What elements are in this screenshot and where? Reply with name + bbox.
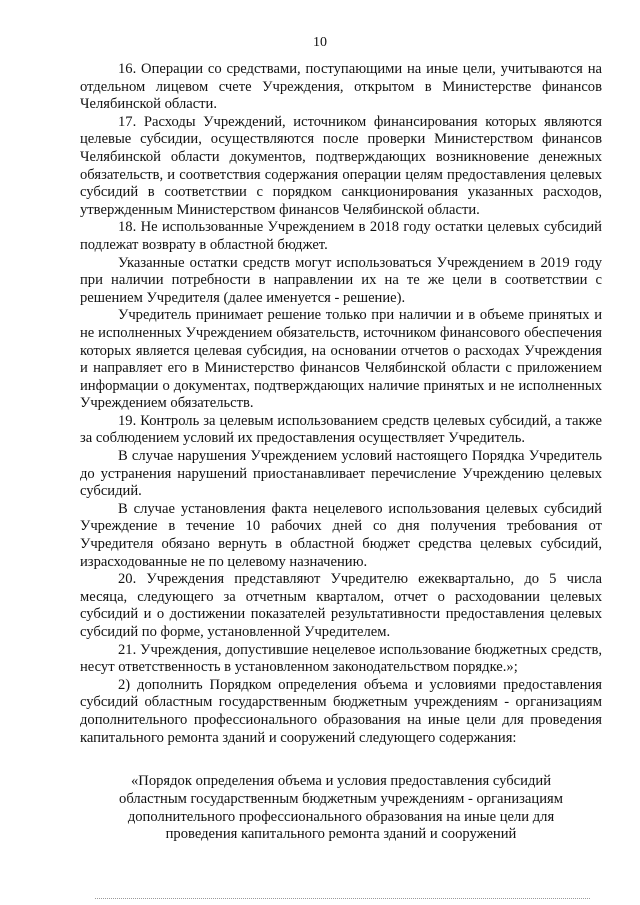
paragraph-founder-decision: Учредитель принимает решение только при наличии и в объеме принятых и не исполненных Учреждением обязательств, источником финансового обеспечения которых является целевая субсидия, на основании отчетов о расходах Учреждения и направляет его в Министерство финансов Челябинской области с приложением информации о документах, подтверждающих наличие принятых и не исполненных Учреждением обязательств. (80, 307, 602, 412)
heading-line: областным государственным бюджетным учреждениям - организациям (119, 790, 563, 807)
section-heading (80, 773, 602, 844)
paragraph-18: 18. Не использованные Учреждением в 2018 году остатки целевых субсидий подлежат возврату в областной бюджет. (80, 219, 602, 253)
page-number: 10 (313, 35, 327, 50)
heading-line: дополнительного профессионального образования на иные цели для (127, 808, 555, 825)
scan-edge-rule (95, 898, 590, 899)
paragraph-misuse-return: В случае установления факта нецелевого использования целевых субсидий Учреждение в течение 10 рабочих дней со дня получения требования от Учредителя обязано вернуть в областной бюджет средства целевых субсидий, израсходованные не по целевому назначению. (80, 500, 602, 570)
paragraph-20: 20. Учреждения представляют Учредителю ежеквартально, до 5 числа месяца, следующего за отчетным кварталом, отчет о расходовании целевых субсидий и о достижении показателей результативности предоставления целевых субсидий по форме, установленной Учредителем. (80, 571, 602, 640)
paragraph-remaining-balances: Указанные остатки средств могут использоваться Учреждением в 2019 году при наличии потребности в направлении их на те же цели в соответствии с решением Учредителя (далее именуется - решение). (80, 254, 602, 306)
paragraph-amendment-2: 2) дополнить Порядком определения объема и условиями предоставления субсидий областным государственным бюджетным учреждениям - организациям дополнительного профессионального образования на иные цели для проведения капитального ремонта зданий и сооружений следующего содержания: (80, 676, 602, 746)
heading-line: проведения капитального ремонта зданий и сооружений (165, 826, 517, 843)
body-text (80, 61, 602, 747)
heading-line: «Порядок определения объема и условия предоставления субсидий (130, 773, 552, 789)
paragraph-violation-suspension: В случае нарушения Учреждением условий настоящего Порядка Учредитель до устранения нарушений приостанавливает перечисление Учреждению целевых субсидий. (80, 448, 602, 500)
paragraph-17: 17. Расходы Учреждений, источником финансирования которых являются целевые субсидии, осуществляются после проверки Министерством финансов Челябинской области документов, подтверждающих возникновение денежных обязательств, и соответствия содержания операции целям предоставления целевых субсидий в соответствии с порядком санкционирования указанных расходов, утвержденным Министерством финансов Челябинской области. (80, 113, 602, 218)
paragraph-19: 19. Контроль за целевым использованием средств целевых субсидий, а также за соблюдением условий их предоставления осуществляет Учредитель. (80, 412, 602, 447)
paragraph-21: 21. Учреждения, допустившие нецелевое использование бюджетных средств, несут ответственность в установленном законодательством порядке.»; (80, 641, 602, 676)
paragraph-16: 16. Операции со средствами, поступающими на иные цели, учитываются на отдельном лицевом счете Учреждения, открытом в Министерстве финансов Челябинской области. (80, 61, 602, 113)
